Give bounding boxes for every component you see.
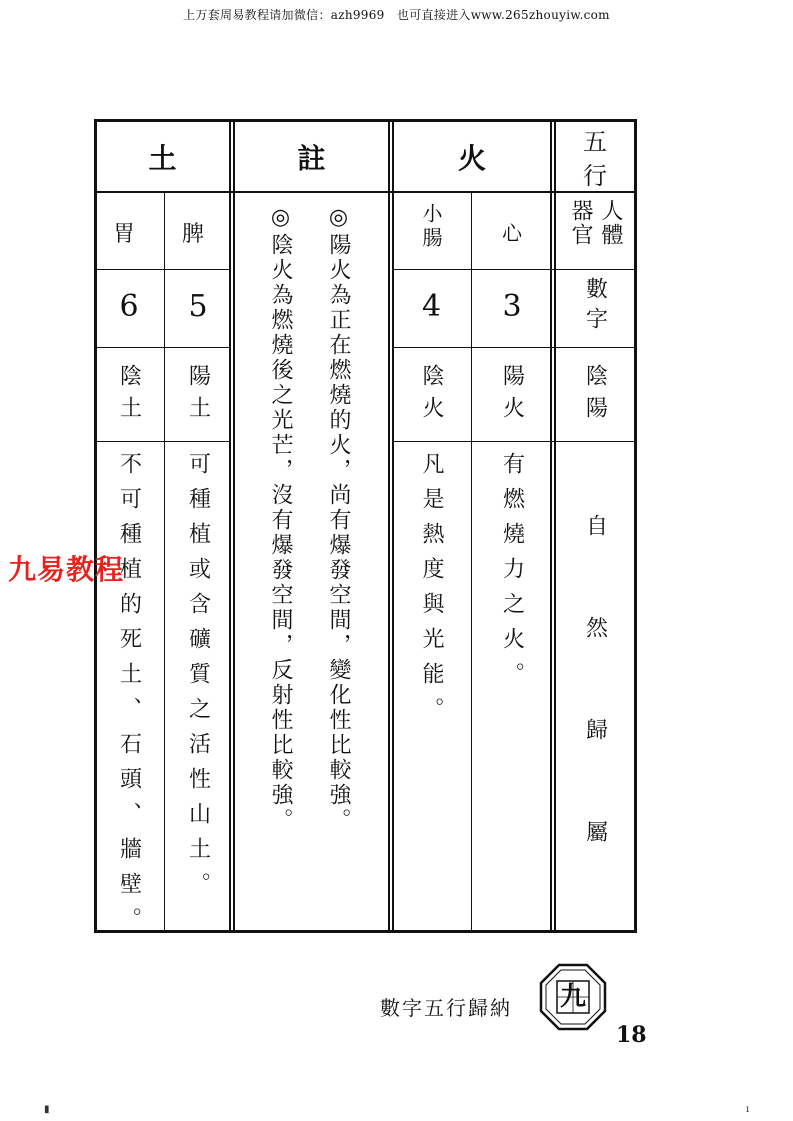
organ-stomach: 胃	[112, 222, 145, 247]
row-line-number-earth	[94, 347, 231, 348]
number-heart: 3	[502, 289, 522, 324]
badge-character: 九	[559, 982, 586, 1012]
nature-heart: 有燃燒力之火。	[499, 452, 525, 697]
yinyang-label: 陰陽	[582, 364, 608, 428]
table-border-right	[634, 119, 637, 933]
note-yang-fire: ◎陽火為正在燃燒的火，尚有爆發空間，變化性比較強。	[326, 205, 351, 833]
row-line-yinyang-fire	[392, 441, 637, 442]
separator-note-fire	[388, 119, 390, 933]
header-earth: 土	[148, 142, 177, 175]
separator-earth-note-2	[233, 119, 235, 933]
yinyang-spleen: 陽土	[185, 364, 211, 428]
footer-title: 數字五行歸納	[380, 996, 512, 1020]
number-small-intestine: 4	[421, 289, 442, 324]
scan-mark-left: ▮	[44, 1104, 50, 1115]
yinyang-heart: 陽火	[499, 364, 525, 428]
nature-spleen: 可種植或含礦質之活性山土。	[185, 452, 211, 907]
organs-label-cell	[556, 199, 634, 265]
organs-label: 人體器官	[568, 199, 623, 247]
nature-stomach: 不可種植的死土、石頭、牆壁。	[116, 452, 142, 942]
scan-mark-right: ı	[746, 1104, 750, 1115]
row-line-yinyang-earth	[94, 441, 231, 442]
row-line-organ-earth	[94, 269, 231, 270]
header-note: 註	[297, 142, 326, 175]
header-wuxing-label: 五行	[583, 128, 607, 190]
nature-label-cell	[556, 514, 634, 922]
header-wuxing	[554, 125, 636, 189]
row-line-organ-fire	[392, 269, 637, 270]
organ-small-intestine: 小腸	[419, 203, 443, 251]
chapter-badge-icon	[538, 962, 608, 1032]
header-text: 上万套周易教程请加微信：azh9969 也可直接进入www.265zhouyiw.com	[183, 8, 610, 22]
nature-small-intestine: 凡是熱度與光能。	[419, 452, 444, 732]
five-elements-table	[94, 119, 637, 942]
nature-label: 自然歸屬	[582, 514, 608, 922]
number-label-cell	[556, 277, 634, 337]
organ-heart: 心	[502, 221, 522, 245]
header-fire: 火	[457, 142, 486, 175]
note-yin-fire: ◎陰火為燃燒後之光芒，沒有爆發空間，反射性比較強。	[268, 205, 293, 833]
yinyang-label-cell	[556, 364, 634, 428]
page-number: 18	[616, 1022, 647, 1048]
row-line-number-fire	[392, 347, 637, 348]
yinyang-small-intestine: 陰火	[419, 364, 444, 428]
number-spleen: 5	[188, 289, 208, 324]
number-stomach: 6	[119, 289, 139, 324]
number-label: 數字	[582, 277, 608, 337]
row-line-header	[94, 191, 637, 193]
yinyang-stomach: 陰土	[116, 364, 142, 428]
organ-spleen: 脾	[181, 222, 214, 247]
watermark-text: 九易教程	[8, 553, 125, 586]
